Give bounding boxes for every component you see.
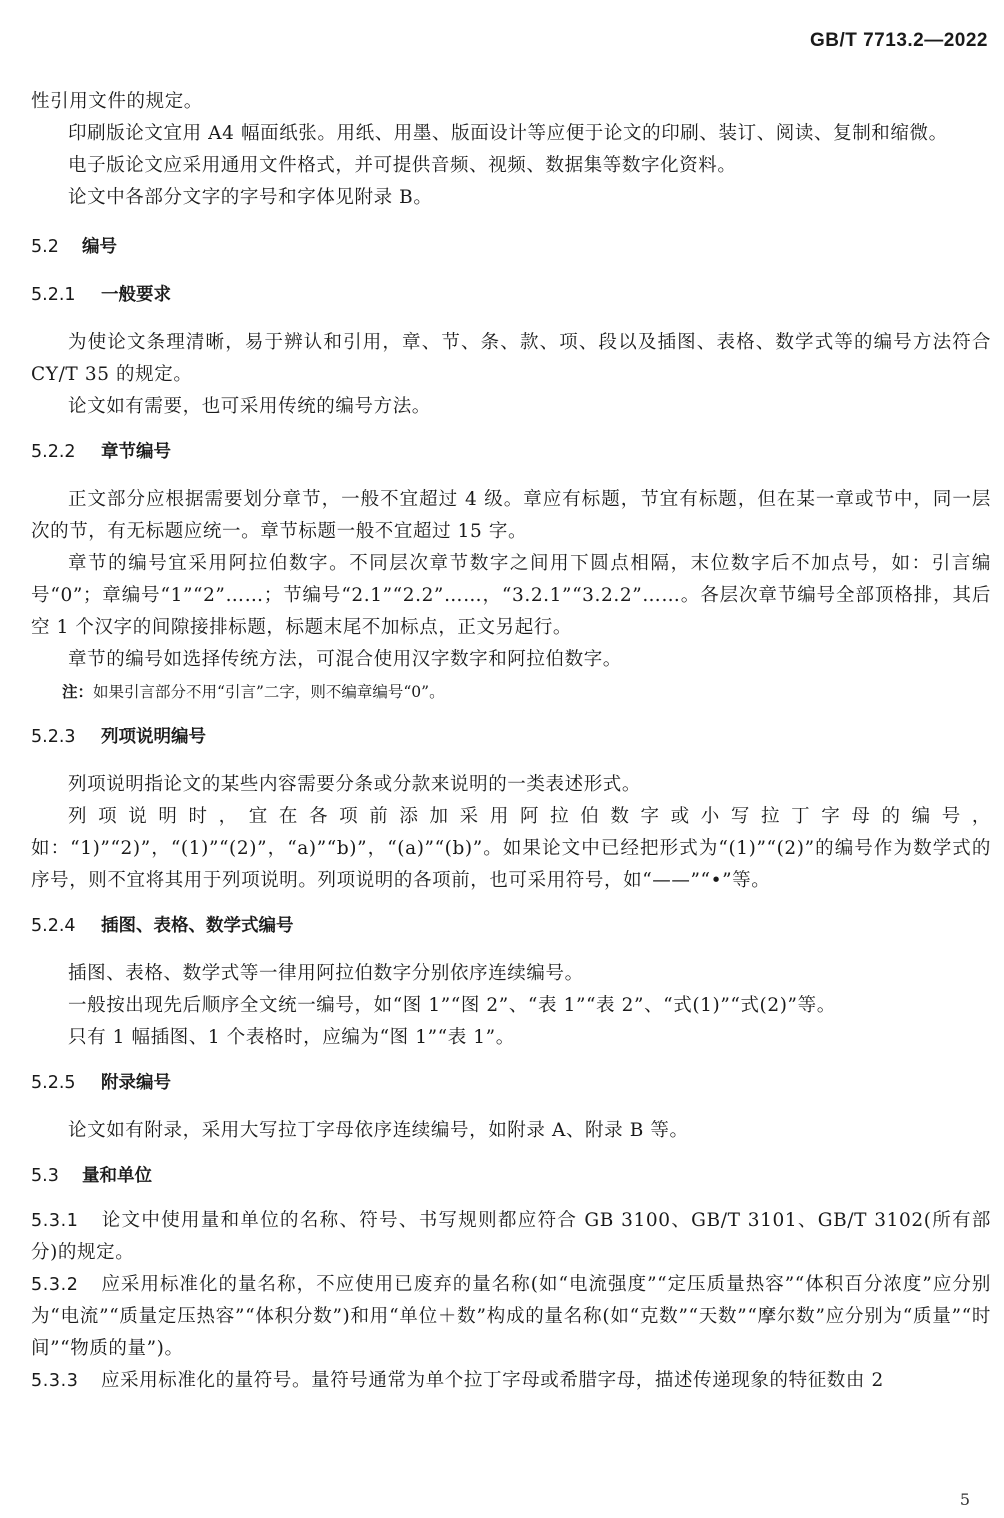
clause-5-3-3: [31, 1365, 991, 1397]
clause-number: 5.3.2: [31, 1275, 79, 1295]
section-heading-5-3: [31, 1160, 991, 1192]
paragraph: 只有 1 幅插图、1 个表格时，应编为“图 1”“表 1”。: [68, 1027, 515, 1048]
paragraph: 列项说明时，宜在各项前添加采用阿拉伯数字或小写拉丁字母的编号，如：“1)”“2)”，“(1)”“(2)”，“a)”“b)”，“(a)”“(b)”。如果论文中已经把形式为“(1)”“(2)”的编号作为数学式的序号，则不宜将其用于列项说明。列项说明的各项前，也可采用符号，如“——”“•”等。: [31, 806, 992, 891]
clause-number: 5.3.3: [31, 1371, 79, 1391]
paragraph: 印刷版论文宜用 A4 幅面纸张。用纸、用墨、版面设计等应便于论文的印刷、装订、阅读、复制和缩微。: [68, 123, 948, 144]
paragraph: 一般按出现先后顺序全文统一编号，如“图 1”“图 2”、“表 1”“表 2”、“式(1)”“式(2)”等。: [68, 995, 836, 1016]
section-heading-5-2-1: [31, 279, 991, 311]
page-number: 5: [959, 1490, 970, 1509]
paragraph: 论文中各部分文字的字号和字体见附录 B。: [68, 187, 433, 208]
section-number: 5.2.1: [31, 285, 76, 305]
note: [31, 676, 991, 708]
section-title: 章节编号: [101, 442, 171, 462]
clause-text: 论文中使用量和单位的名称、符号、书写规则都应符合 GB 3100、GB/T 3101、GB/T 3102(所有部分)的规定。: [31, 1210, 991, 1263]
clause-5-3-1: [31, 1205, 991, 1269]
section-title: 列项说明编号: [101, 727, 206, 747]
section-heading-5-2-5: [31, 1067, 991, 1099]
paragraph: 插图、表格、数学式等一律用阿拉伯数字分别依序连续编号。: [68, 963, 584, 984]
clause-text: 应采用标准化的量符号。量符号通常为单个拉丁字母或希腊字母，描述传递现象的特征数由 2: [101, 1370, 884, 1391]
paragraph: 列项说明指论文的某些内容需要分条或分款来说明的一类表述形式。: [68, 774, 642, 795]
clause-5-3-2: [31, 1269, 991, 1365]
section-heading-5-2-3: [31, 721, 991, 753]
section-number: 5.2.3: [31, 727, 76, 747]
note-text: 如果引言部分不用“引言”二字，则不编章编号“0”。: [93, 683, 445, 701]
paragraph: 章节的编号如选择传统方法，可混合使用汉字数字和阿拉伯数字。: [68, 649, 622, 670]
section-title: 附录编号: [101, 1073, 171, 1093]
paragraph: 正文部分应根据需要划分章节，一般不宜超过 4 级。章应有标题，节宜有标题，但在某一章或节中，同一层次的节，有无标题应统一。章节标题一般不宜超过 15 字。: [31, 489, 991, 542]
document-body: [31, 86, 991, 1397]
section-number: 5.3: [31, 1166, 59, 1186]
paragraph: 论文如有需要，也可采用传统的编号方法。: [68, 396, 431, 417]
section-number: 5.2: [31, 237, 59, 257]
paragraph: 性引用文件的规定。: [31, 91, 203, 112]
clause-text: 应采用标准化的量名称，不应使用已废弃的量名称(如“电流强度”“定压质量热容”“体积百分浓度”应分别为“电流”“质量定压热容”“体积分数”)和用“单位＋数”构成的量名称(如“克数”“天数”“摩尔数”应分别为“质量”“时间”“物质的量”)。: [31, 1274, 991, 1359]
clause-number: 5.3.1: [31, 1211, 79, 1231]
section-title: 编号: [82, 237, 117, 257]
paragraph: 论文如有附录，采用大写拉丁字母依序连续编号，如附录 A、附录 B 等。: [68, 1120, 689, 1141]
paragraph: 章节的编号宜采用阿拉伯数字。不同层次章节数字之间用下圆点相隔，末位数字后不加点号，如：引言编号“0”；章编号“1”“2”……；节编号“2.1”“2.2”……，“3.2.1”“3.2.2”……。各层次章节编号全部顶格排，其后空 1 个汉字的间隙接排标题，标题末尾不加标点，正文另起行。: [31, 553, 991, 638]
paragraph: 为使论文条理清晰，易于辨认和引用，章、节、条、款、项、段以及插图、表格、数学式等的编号方法符合 CY/T 35 的规定。: [31, 332, 991, 385]
section-title: 一般要求: [101, 285, 171, 305]
section-heading-5-2-2: [31, 436, 991, 468]
standard-code: GB/T 7713.2—2022: [809, 30, 988, 51]
section-number: 5.2.5: [31, 1073, 76, 1093]
section-heading-5-2: [31, 231, 991, 263]
section-title: 插图、表格、数学式编号: [101, 916, 294, 936]
paragraph: 电子版论文应采用通用文件格式，并可提供音频、视频、数据集等数字化资料。: [68, 155, 737, 176]
section-heading-5-2-4: [31, 910, 991, 942]
note-label: 注：: [62, 683, 94, 701]
section-number: 5.2.2: [31, 442, 76, 462]
section-number: 5.2.4: [31, 916, 76, 936]
section-title: 量和单位: [82, 1166, 152, 1186]
